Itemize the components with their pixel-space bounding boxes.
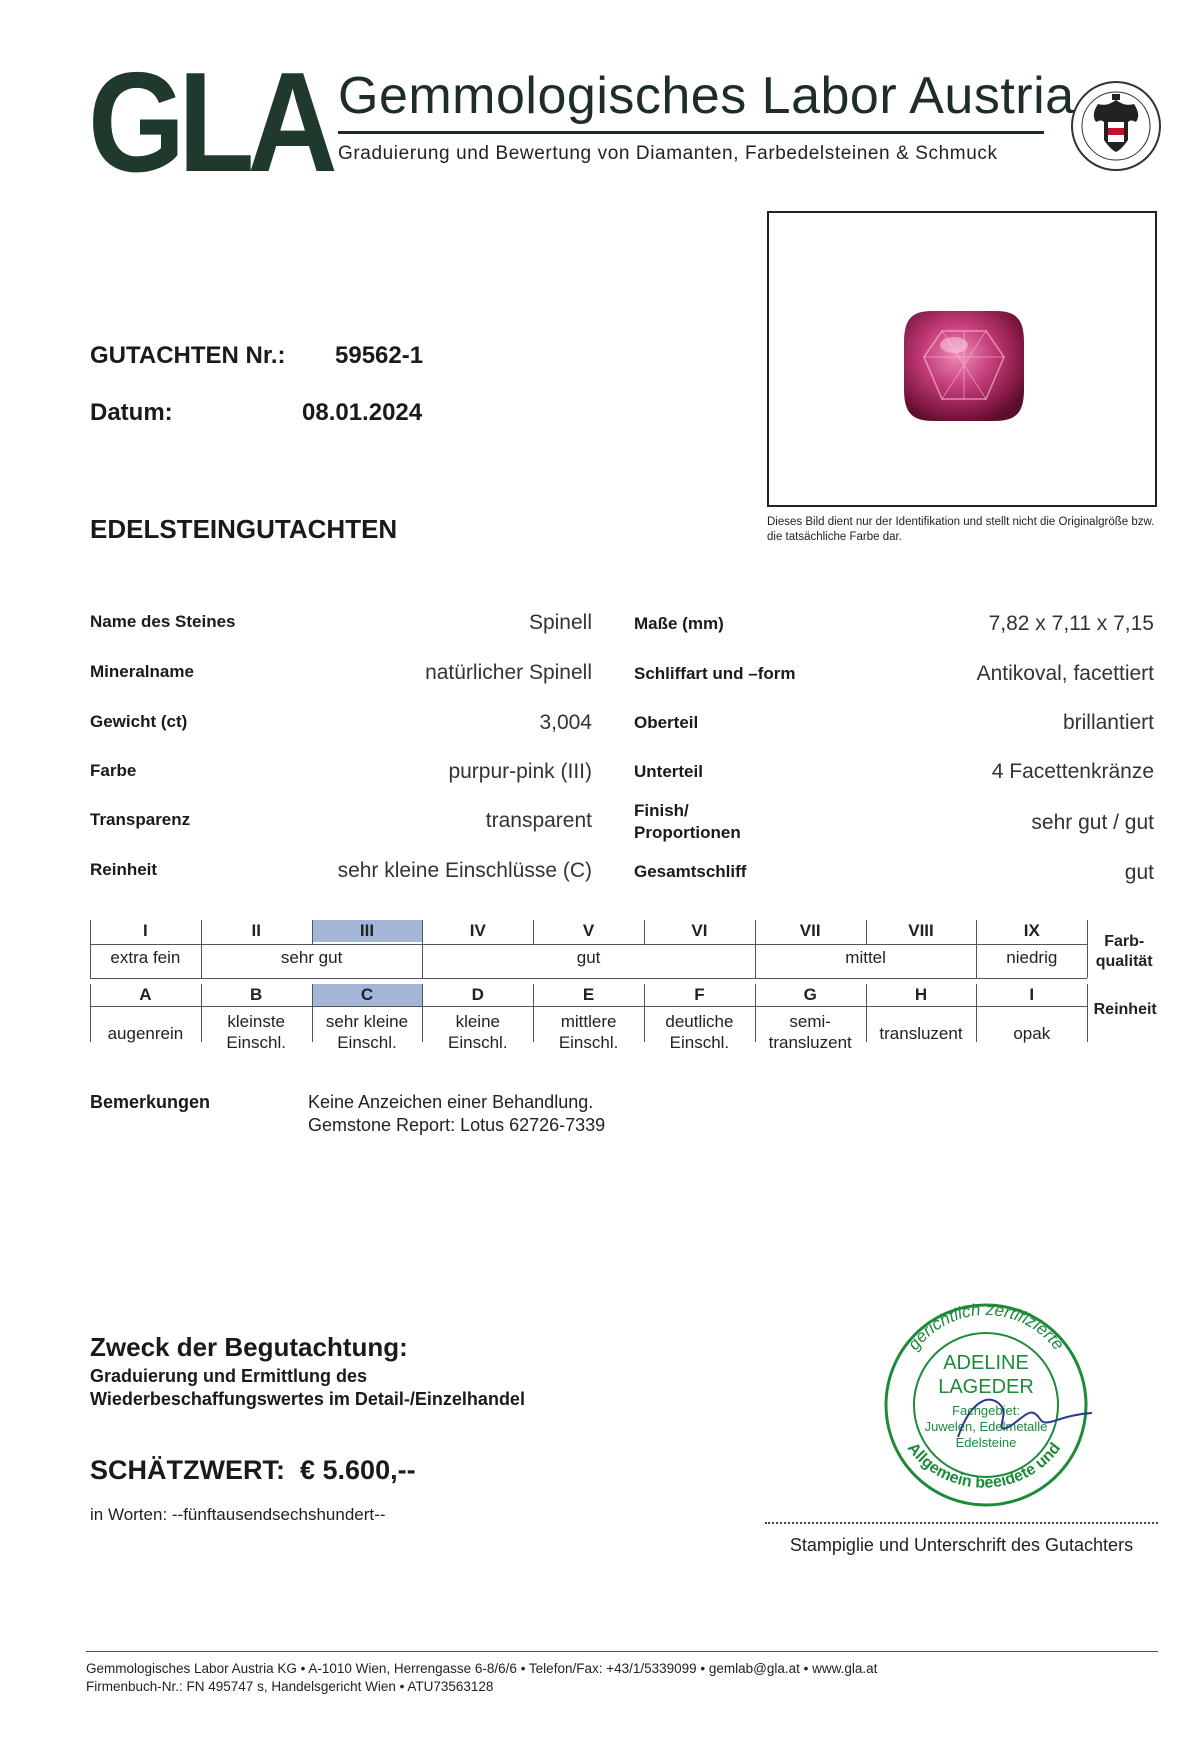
grid-line xyxy=(976,1006,977,1042)
stamp-ring-top: gerichtlich zertifizierte xyxy=(904,1299,1068,1354)
purpose-text xyxy=(90,1365,525,1411)
spec-value: sehr gut / gut xyxy=(1031,811,1154,834)
grid-line xyxy=(201,1006,202,1042)
spec-value: gut xyxy=(1124,861,1154,884)
grid-line xyxy=(1087,944,1088,978)
clarity-desc-cell: Einschl. xyxy=(337,1033,397,1052)
grid-line xyxy=(533,1006,534,1042)
grid-line xyxy=(90,944,1087,945)
gem-photo-frame xyxy=(767,211,1157,507)
spec-label: Schliffart und –form xyxy=(634,664,796,683)
spec-value: purpur-pink (III) xyxy=(448,760,592,783)
spec-value: 7,82 x 7,11 x 7,15 xyxy=(988,612,1154,635)
grid-line xyxy=(90,978,1087,979)
clarity-desc-cell: kleinste xyxy=(227,1012,286,1031)
lab-name: Gemmologisches Labor Austria xyxy=(338,67,1075,125)
footer xyxy=(86,1660,877,1696)
gla-logo: GLA xyxy=(88,43,331,202)
spec-label: Farbe xyxy=(90,761,137,780)
purpose-line: Graduierung und Ermittlung des xyxy=(90,1366,368,1386)
spec-value: sehr kleine Einschlüsse (C) xyxy=(337,859,592,882)
color-grade-cell: VIII xyxy=(908,921,934,940)
spec-value: natürlicher Spinell xyxy=(425,661,592,684)
report-number-value: 59562-1 xyxy=(335,342,424,369)
report-number-label: GUTACHTEN Nr.: xyxy=(90,342,286,369)
grid-line xyxy=(90,984,91,1006)
grid-line xyxy=(976,984,977,1006)
stamp-inner-line1: Fachgebiet: xyxy=(952,1403,1020,1418)
grid-line xyxy=(422,920,423,944)
clarity-grade-cell: F xyxy=(694,985,705,1004)
clarity-grade-cell: C xyxy=(312,984,423,1006)
color-grade-cell: VI xyxy=(691,921,708,940)
spec-value: 4 Facettenkränze xyxy=(991,760,1154,783)
spec-label: Oberteil xyxy=(634,713,699,732)
grid-line xyxy=(201,984,202,1006)
color-group-cell: sehr gut xyxy=(280,948,343,967)
grid-line xyxy=(201,944,202,978)
austrian-eagle-seal-icon xyxy=(1070,76,1162,176)
spec-value: 3,004 xyxy=(539,711,592,734)
spec-value: Spinell xyxy=(528,611,592,634)
report-date-value: 08.01.2024 xyxy=(302,399,423,426)
footer-divider xyxy=(86,1651,1158,1652)
spec-label: Transparenz xyxy=(90,810,191,829)
spec-label: Mineralname xyxy=(90,662,194,681)
grid-line xyxy=(644,920,645,944)
clarity-desc-cell: transluzent xyxy=(879,1024,963,1043)
color-grade-cell: III xyxy=(312,920,423,942)
grid-line xyxy=(866,984,867,1006)
grid-line xyxy=(201,920,202,944)
clarity-grade-cell: I xyxy=(1029,985,1035,1004)
purpose-title: Zweck der Begutachtung: xyxy=(90,1332,408,1362)
grid-line xyxy=(90,920,91,944)
grid-line xyxy=(533,920,534,944)
spec-label: Unterteil xyxy=(634,762,703,781)
color-grade-cell: IV xyxy=(469,921,486,940)
spec-label: Reinheit xyxy=(90,860,158,879)
remarks-text xyxy=(308,1091,605,1137)
clarity-desc-cell: transluzent xyxy=(768,1033,852,1052)
clarity-desc-cell: Einschl. xyxy=(558,1033,619,1052)
color-quality-label: qualität xyxy=(1095,953,1153,970)
color-group-cell: niedrig xyxy=(1006,948,1058,967)
svg-text:gerichtlich zertifizierte xyxy=(904,1300,1068,1354)
grid-line xyxy=(90,1006,91,1042)
grid-line xyxy=(1087,920,1088,944)
spec-value: transparent xyxy=(485,809,592,832)
report-title: EDELSTEINGUTACHTEN xyxy=(90,514,398,544)
stamp-name-line1: ADELINE xyxy=(943,1352,1029,1374)
grid-line xyxy=(866,1006,867,1042)
clarity-grade-cell: G xyxy=(803,985,817,1004)
grid-line xyxy=(422,984,423,1006)
spec-label: Maße (mm) xyxy=(634,614,724,633)
clarity-desc-cell: opak xyxy=(1013,1024,1051,1043)
grid-line xyxy=(1087,1006,1088,1042)
remarks-label: Bemerkungen xyxy=(90,1092,211,1112)
color-group-cell: mittel xyxy=(845,948,886,967)
remarks-line: Keine Anzeichen einer Behandlung. xyxy=(308,1092,594,1112)
valuation xyxy=(90,1455,416,1486)
valuation-label: SCHÄTZWERT: xyxy=(90,1455,285,1485)
grid-line xyxy=(90,1006,1087,1007)
stamp-inner-line2: Juwelen, Edelmetalle xyxy=(924,1419,1048,1434)
spec-label: Gesamtschliff xyxy=(634,862,747,881)
color-grade-cell: V xyxy=(582,921,595,940)
grid-line xyxy=(312,984,313,1006)
grid-line xyxy=(755,920,756,944)
lab-subtitle: Graduierung und Bewertung von Diamanten, Farbedelsteinen & Schmuck xyxy=(338,143,998,164)
grid-line xyxy=(755,944,756,978)
grid-line xyxy=(644,984,645,1006)
grid-line xyxy=(312,1006,313,1042)
clarity-desc-cell: Einschl. xyxy=(448,1033,508,1052)
clarity-grade-cell: A xyxy=(139,985,152,1004)
clarity-desc-cell: kleine xyxy=(455,1012,500,1031)
color-grade-cell: VII xyxy=(799,921,821,940)
stamp-ring-bottom: Allgemein beeidete und xyxy=(903,1439,1065,1492)
spec-label: Proportionen xyxy=(634,823,741,842)
clarity-label: Reinheit xyxy=(1093,1001,1157,1018)
grid-line xyxy=(866,920,867,944)
color-grade-cell: IX xyxy=(1023,921,1040,940)
signature-caption: Stampiglie und Unterschrift des Gutachters xyxy=(789,1535,1134,1555)
spec-value: brillantiert xyxy=(1062,711,1154,734)
clarity-grade-cell: D xyxy=(471,985,484,1004)
grid-line xyxy=(976,944,977,978)
color-group-cell: gut xyxy=(576,948,601,967)
clarity-desc-cell: semi- xyxy=(789,1012,831,1031)
valuation-amount: € 5.600,-- xyxy=(300,1455,416,1485)
spec-label: Finish/ xyxy=(634,801,689,820)
grid-line xyxy=(90,944,91,978)
grid-line xyxy=(755,984,756,1006)
valuation-in-words: in Worten: --fünftausendsechshundert-- xyxy=(90,1505,386,1524)
grid-line xyxy=(422,944,423,978)
stamp-inner-line3: Edelsteine xyxy=(955,1435,1017,1450)
spec-value: Antikoval, facettiert xyxy=(976,662,1154,685)
clarity-desc-cell: augenrein xyxy=(107,1024,184,1043)
footer-line: Gemmologisches Labor Austria KG • A-1010 Wien, Herrengasse 6-8/6/6 • Telefon/Fax: +43/1/5339099 • gemlab@gla.at • www.gla.at xyxy=(86,1661,878,1676)
clarity-desc-cell: deutliche xyxy=(665,1012,734,1031)
image-disclaimer: Dieses Bild dient nur der Identifikation und stellt nicht die Originalgröße bzw. die tatsächliche Farbe dar. xyxy=(767,516,1155,543)
clarity-desc-cell: Einschl. xyxy=(669,1033,730,1052)
color-grade-cell: II xyxy=(251,921,261,940)
spec-label: Gewicht (ct) xyxy=(90,712,188,731)
color-group-cell: extra fein xyxy=(110,948,181,967)
stamp-name-line2: LAGEDER xyxy=(938,1376,1034,1398)
grid-line xyxy=(755,1006,756,1042)
clarity-grade-cell: E xyxy=(582,985,595,1004)
grid-line xyxy=(1087,984,1088,1006)
grid-line xyxy=(533,984,534,1006)
report-date-label: Datum: xyxy=(90,399,173,426)
signature-line xyxy=(765,1522,1158,1524)
remarks-line: Gemstone Report: Lotus 62726-7339 xyxy=(308,1115,606,1135)
grid-line xyxy=(422,1006,423,1042)
clarity-desc-cell: Einschl. xyxy=(226,1033,286,1052)
spec-label: Name des Steines xyxy=(90,612,236,631)
footer-line: Firmenbuch-Nr.: FN 495747 s, Handelsgericht Wien • ATU73563128 xyxy=(86,1679,494,1694)
grid-line xyxy=(312,920,313,944)
clarity-desc-cell: sehr kleine xyxy=(325,1012,409,1031)
clarity-grade-cell: B xyxy=(250,985,263,1004)
pink-spinel-gem-icon xyxy=(902,309,1026,423)
grid-line xyxy=(976,920,977,944)
header-divider xyxy=(338,131,1044,134)
purpose-line: Wiederbeschaffungswertes im Detail-/Einzelhandel xyxy=(90,1389,525,1409)
clarity-grade-cell: H xyxy=(914,985,928,1004)
color-quality-label: Farb- xyxy=(1104,933,1145,950)
color-grade-cell: I xyxy=(143,921,148,940)
clarity-desc-cell: mittlere xyxy=(560,1012,617,1031)
grid-line xyxy=(644,1006,645,1042)
expert-stamp-icon xyxy=(862,1297,1114,1509)
